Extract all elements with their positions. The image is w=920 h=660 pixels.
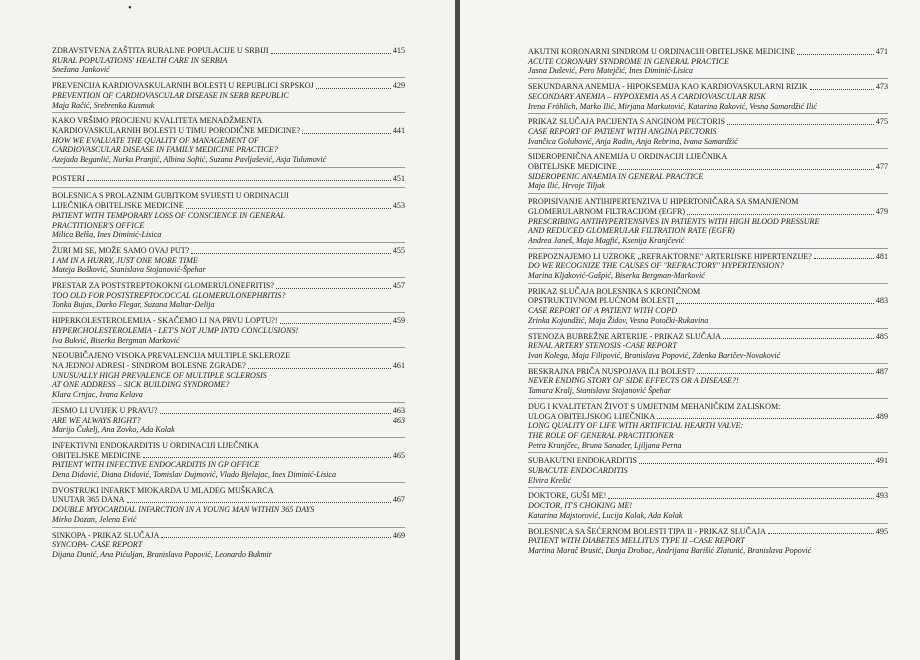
toc-entry [52, 174, 405, 184]
toc-page-number: 491 [875, 456, 888, 466]
toc-entry-title: SUBAKUTNI ENDOKARDITIS [528, 456, 638, 466]
toc-page-number: 485 [875, 331, 888, 341]
toc-separator [528, 248, 888, 249]
toc-separator [52, 437, 405, 438]
toc-title-row [52, 316, 405, 326]
toc-entry-english-title: SUBACUTE ENDOCARDITIS [528, 466, 628, 476]
toc-entry-title: INFEKTIVNI ENDOKARDITIS U ORDINACIJI LIJEČNIKA [52, 440, 259, 450]
toc-title-row [52, 246, 405, 256]
toc-entry-english-title: HYPERCHOLESTEROLEMIA - LET'S NOT JUMP INTO CONCLUSIONS! [52, 325, 299, 335]
toc-separator [52, 187, 405, 188]
toc-leader-dots [768, 533, 874, 534]
toc-leader-dots [723, 338, 874, 339]
toc-entry-title: PREPOZNAJEMO LI UZROKE „REFRAKTORNE" ARTERIJSKE HIPERTENZIJE? [528, 251, 812, 261]
toc-page-number: 471 [875, 47, 888, 56]
toc-entry-english-title: I AM IN A HURRY, JUST ONE MORE TIME [52, 255, 198, 265]
toc-entry [528, 152, 888, 191]
left-page [0, 0, 455, 660]
toc-leader-dots [797, 54, 874, 55]
toc-leader-dots [161, 537, 390, 538]
toc-entry-title: STENOZA BUBREŽNE ARTERIJE - PRIKAZ SLUČAJA [528, 331, 722, 341]
toc-entry [52, 81, 405, 110]
toc-title-row [528, 412, 888, 422]
toc-entry [528, 367, 888, 396]
toc-entry-authors: Dena Didović, Diana Didović, Tomislav Dujmović, Vlado Bjelajac, Ines Diminić-Lisica [52, 470, 337, 480]
toc-entry-title: AKUTNI KORONARNI SINDROM U ORDINACIJI OBITELJSKE MEDICINE [528, 47, 796, 56]
toc-entry-authors: Katarina Majstorović, Lucija Kolak, Ada Kolak [528, 510, 683, 520]
toc-leader-dots [639, 463, 874, 464]
toc-entry-title: BOLESNICA SA ŠEĆERNOM BOLESTI TIPA II - PRIKAZ SLUČAJA [528, 526, 766, 536]
toc-entry-title: PRIKAZ SLUČAJA PACIJENTA S ANGINOM PECTORIS [528, 117, 726, 127]
toc-title-row [52, 451, 405, 461]
toc-entry-english-title: AND REDUCED GLOMERULAR FILTRATION RATE (EGFR) [528, 226, 735, 236]
toc-page-number: 441 [392, 125, 405, 135]
toc-leader-dots [814, 258, 874, 259]
toc-title-row [52, 174, 405, 184]
toc-separator [52, 402, 405, 403]
toc-leader-dots [276, 288, 391, 289]
toc-leader-dots [127, 502, 391, 503]
toc-entry-title: JESMO LI UVIJEK U PRAVU? [52, 405, 158, 415]
toc-page-number: 481 [875, 251, 888, 261]
toc-entry-authors: Dijana Dunić, Ana Pićuljan, Branislava Popović, Leonardo Bukmir [52, 549, 272, 559]
toc-entry-authors: Tamara Kralj, Stanislava Stojanović Špehar [528, 386, 671, 396]
toc-entry-authors: Jasna Dušević, Pero Matejčić, Ines Diminić-Lisica [528, 66, 693, 76]
toc-leader-dots [619, 169, 874, 170]
toc-leader-dots [657, 418, 874, 419]
toc-entry [52, 191, 405, 240]
toc-leader-dots [248, 368, 391, 369]
toc-entry-english-title: CARDIOVASCULAR DISEASE IN FAMILY MEDICINE PRACTICE? [52, 145, 278, 155]
toc-entry-english-title: THE ROLE OF GENERAL PRACTITIONER [528, 430, 674, 440]
toc-entry-title: DOKTORE, GUŠI ME! [528, 491, 607, 501]
toc-entry-title: SIDEROPENIČNA ANEMIJA U ORDINACIJI LIJEČNIKA [528, 152, 728, 162]
toc-entry-authors: Milica Belša, Ines Diminić-Lisica [52, 230, 162, 240]
toc-leader-dots [727, 124, 874, 125]
toc-entry-title: ZDRAVSTVENA ZAŠTITA RURALNE POPULACIJE U SRBIJI [52, 46, 269, 55]
toc-entry-title: GLOMERULARNOM FILTRACIJOM (EGFR) [528, 206, 686, 216]
toc-title-row [528, 332, 888, 342]
toc-separator [528, 363, 888, 364]
toc-page-number: 453 [392, 201, 405, 211]
toc-separator [528, 328, 888, 329]
toc-title-row [528, 162, 888, 172]
toc-separator [528, 113, 888, 114]
toc-entry [528, 491, 888, 520]
toc-entry [528, 456, 888, 485]
toc-entry-english-title: PATIENT WITH DIABETES MELLITUS TYPE II –CASE REPORT [528, 536, 745, 546]
toc-entry-title: PRESTAR ZA POSTSTREPTOKOKNI GLOMERULONEFRITIS? [52, 281, 275, 291]
toc-entry-title: OBITELJSKE MEDICINE [528, 162, 617, 172]
toc-entry-title: ŽURI MI SE, MOŽE SAMO OVAJ PUT? [52, 245, 190, 255]
toc-leader-dots [143, 457, 391, 458]
toc-title-row [528, 491, 888, 501]
toc-entry [528, 332, 888, 361]
toc-leader-dots [302, 133, 391, 134]
toc-page-number: 461 [392, 360, 405, 370]
toc-separator [528, 193, 888, 194]
toc-page-number: 429 [392, 81, 405, 91]
toc-page-number: 473 [875, 82, 888, 92]
toc-separator [528, 398, 888, 399]
toc-page-number: 459 [392, 316, 405, 326]
toc-page-number: 483 [875, 296, 888, 306]
toc-entry [528, 82, 888, 111]
toc-entry-authors: Andrea Janeš, Maja Magfić, Ksenija Kranjčević [528, 235, 685, 245]
toc-title-row [528, 252, 888, 262]
toc-entry-title: UNUTAR 365 DANA [52, 495, 125, 505]
toc-separator [528, 487, 888, 488]
toc-separator [528, 148, 888, 149]
toc-entry-authors: Ivančica Golubović, Anja Radin, Anja Rebrina, Ivana Samardžić [528, 136, 738, 146]
toc-title-row [52, 531, 405, 541]
toc-separator [528, 78, 888, 79]
toc-title-row [52, 406, 405, 416]
toc-entry-english-title: CASE REPORT OF PATIENT WITH ANGINA PECTORIS [528, 126, 717, 136]
toc-title-row [528, 47, 888, 57]
toc-title-row [528, 296, 888, 306]
toc-entry-authors: Marijo Čukelj, Ana Zovko, Ada Kolak [52, 425, 175, 435]
toc-page-number: 475 [875, 117, 888, 127]
toc-entry [528, 287, 888, 326]
toc-english-row [52, 416, 405, 426]
toc-page-number: 477 [875, 162, 888, 172]
toc-leader-dots [810, 89, 874, 90]
toc-title-row [528, 117, 888, 127]
toc-entry-title: NEOUBIČAJENO VISOKA PREVALENCIJA MULTIPLE SKLEROZE [52, 351, 291, 361]
left-toc-list [52, 46, 405, 560]
toc-entry [52, 486, 405, 525]
toc-title-row [52, 495, 405, 505]
toc-entry-title: DUG I KVALITETAN ŽIVOT S UMJETNIM MEHANIČKIM ZALISKOM: [528, 401, 781, 411]
toc-title-row [52, 361, 405, 371]
toc-entry-english-title: HOW WE EVALUATE THE QUALITY OF MANAGEMENT OF [52, 135, 259, 145]
toc-separator [52, 277, 405, 278]
toc-entry-title: PREVENCIJA KARDIOVASKULARNIH BOLESTI U REPUBLICI SRPSKOJ [52, 81, 314, 91]
toc-entry-english-title: SYNCOPA- CASE REPORT [52, 540, 143, 550]
toc-entry [52, 46, 405, 75]
toc-separator [528, 283, 888, 284]
toc-entry-title: ULOGA OBITELJSKOG LIJEČNIKA [528, 411, 656, 421]
toc-entry-authors: Snežana Janković [52, 65, 110, 75]
toc-entry-english-title: CASE REPORT OF A PATIENT WITH COPD [528, 306, 678, 316]
toc-entry-title: NA JEDNOJ ADRESI - SINDROM BOLESNE ZGRADE? [52, 360, 246, 370]
toc-title-row [52, 126, 405, 136]
toc-separator [52, 482, 405, 483]
toc-leader-dots [191, 253, 391, 254]
toc-entry-english-title: ARE WE ALWAYS RIGHT? [52, 415, 141, 425]
ink-mark: • [128, 2, 132, 14]
toc-leader-dots [687, 214, 874, 215]
toc-separator [52, 527, 405, 528]
toc-page-number: 463 [392, 405, 405, 415]
toc-entry-title: LIJEČNIKA OBITELJSKE MEDICINE [52, 201, 184, 211]
toc-entry-authors: Maja Ilić, Hrvoje Tiljak [528, 181, 605, 191]
toc-entry-english-title: DOCTOR, IT'S CHOKING ME! [528, 501, 633, 511]
toc-entry-english-title: AT ONE ADDRESS – SICK BUILDING SYNDROME? [52, 380, 230, 390]
toc-entry-authors: Petra Kranjčec, Bruna Sanader, Ljiljana Perna [528, 440, 682, 450]
toc-page-number: 455 [392, 245, 405, 255]
toc-title-row [52, 46, 405, 56]
right-page [460, 0, 920, 660]
toc-entry [528, 402, 888, 451]
toc-entry-title: BESKRAJNA PRIČA NUSPOJAVA ILI BOLEST? [528, 366, 696, 376]
toc-separator [52, 112, 405, 113]
toc-entry [528, 47, 888, 76]
toc-leader-dots [271, 53, 391, 54]
toc-page-number: 495 [875, 526, 888, 536]
toc-title-row [528, 456, 888, 466]
toc-entry [52, 406, 405, 435]
toc-entry [528, 252, 888, 281]
toc-entry-authors: Maja Račić, Srebrenka Kusmuk [52, 100, 155, 110]
toc-entry-authors: Zrinka Kojundžić, Maja Židov, Vesna Potočki-Rukavina [528, 315, 709, 325]
toc-page-number: 457 [392, 281, 405, 291]
toc-title-row [52, 81, 405, 91]
toc-separator [52, 167, 405, 168]
toc-entry-title: DVOSTRUKI INFARKT MIOKARDA U MLADEG MUŠKARCA [52, 485, 274, 495]
toc-page-number: 451 [392, 173, 405, 183]
toc-entry-english-title: PRESCRIBING ANTIHYPERTENSIVES IN PATIENTS WITH HIGH BLOOD PRESSURE [528, 216, 820, 226]
toc-entry-english-title: RENAL ARTERY STENOSIS -CASE REPORT [528, 341, 677, 351]
toc-leader-dots [316, 88, 391, 89]
toc-entry [52, 281, 405, 310]
toc-entry-title: KARDIOVASKULARNIH BOLESTI U TIMU PORODIČNE MEDICINE? [52, 125, 301, 135]
toc-separator [52, 347, 405, 348]
toc-entry-english-title: TOO OLD FOR POSTSTREPTOCOCCAL GLOMERULONEPHRITIS? [52, 290, 286, 300]
toc-entry-authors: Elvira Krešić [528, 475, 572, 485]
toc-entry [52, 316, 405, 345]
toc-entry-authors: Klara Crnjac, Ivana Kelava [52, 390, 143, 400]
toc-entry-english-title: PREVENTION OF CARDIOVASCULAR DISEASE IN SERB REPUBLIC [52, 90, 289, 100]
toc-page-number: 487 [875, 366, 888, 376]
toc-leader-dots [697, 373, 874, 374]
toc-page-number: 415 [392, 46, 405, 55]
toc-entry-authors: Ivan Kolega, Maja Filipović, Branislava Popović, Zdenka Baričev-Novaković [528, 350, 781, 360]
toc-entry-english-title: DO WE RECOGNIZE THE CAUSES OF "REFRACTORY" HYPERTENSION? [528, 261, 784, 271]
toc-entry-english-title: PATIENT WITH TEMPORARY LOSS OF CONSCIENCE IN GENERAL [52, 210, 285, 220]
handwritten-page-mark: 463 [392, 415, 405, 425]
toc-leader-dots [676, 303, 874, 304]
toc-page-number: 467 [392, 495, 405, 505]
toc-title-row [528, 82, 888, 92]
toc-leader-dots [186, 208, 391, 209]
toc-page-number: 489 [875, 411, 888, 421]
toc-entry-title: OBITELJSKE MEDICINE [52, 450, 141, 460]
toc-entry [528, 197, 888, 246]
toc-entry-title: SEKUNDARNA ANEMIJA - HIPOKSEMIJA KAO KARDIOVASKULARNI RIZIK [528, 82, 808, 92]
toc-entry [52, 246, 405, 275]
toc-entry-authors: Iva Bukvić, Biserka Bergman Marković [52, 335, 180, 345]
toc-leader-dots [280, 323, 391, 324]
toc-entry-english-title: DOUBLE MYOCARDIAL INFARCTION IN A YOUNG MAN WITHIN 365 DAYS [52, 505, 315, 515]
toc-entry-title: OPSTRUKTIVNOM PLUĆNOM BOLESTI [528, 296, 675, 306]
toc-entry-authors: Mirko Dozan, Jelena Ević [52, 514, 137, 524]
toc-entry-title: BOLESNICA S PROLAZNIM GUBITKOM SVIJESTI U ORDINACIJI [52, 191, 289, 201]
toc-entry-english-title: NEVER ENDING STORY OF SIDE EFFECTS OR A DISEASE?! [528, 376, 739, 386]
toc-entry-title: PROPISIVANJE ANTIHIPERTENZIVA U HIPERTONIČARA SA SMANJENOM [528, 197, 799, 207]
toc-entry [52, 351, 405, 400]
toc-entry-english-title: SIDEROPENIC ANAEMIA IN GENERAL PRACTICE [528, 171, 704, 181]
toc-separator [52, 242, 405, 243]
toc-leader-dots [608, 498, 874, 499]
toc-entry-english-title: RURAL POPULATIONS' HEALTH CARE IN SERBIA [52, 55, 228, 65]
toc-separator [52, 312, 405, 313]
toc-entry [52, 116, 405, 165]
toc-entry-title: KAKO VRŠIMO PROCJENU KVALITETA MENADŽMENTA [52, 116, 263, 126]
toc-entry-title: PRIKAZ SLUČAJA BOLESNIKA S KRONIČNOM [528, 286, 701, 296]
toc-separator [528, 452, 888, 453]
toc-entry-authors: Irena Fröhlich, Marko Ilić, Mirjana Markutović, Katarina Raković, Vesna Samardžić Ilić [528, 101, 817, 111]
toc-entry [52, 531, 405, 560]
toc-entry-authors: Martina Marač Brusić, Dunja Drobac, Andrijana Barišić Zlatunić, Branislava Popović [528, 545, 812, 555]
toc-entry-title: HIPERKOLESTEROLEMIJA - SKAČEMO LI NA PRVU LOPTU?! [52, 316, 278, 326]
toc-leader-dots [87, 180, 391, 181]
toc-entry-authors: Tonka Bujas, Darko Flegar, Suzana Maltar-Delija [52, 300, 215, 310]
right-toc-list [528, 47, 888, 556]
toc-page-number: 465 [392, 450, 405, 460]
toc-leader-dots [160, 413, 391, 414]
toc-separator [52, 77, 405, 78]
toc-entry [52, 441, 405, 480]
toc-entry [528, 117, 888, 146]
toc-page-number: 469 [392, 530, 405, 540]
toc-entry-authors: Marina Kljaković-Gašpić, Biserka Bergman-Marković [528, 271, 705, 281]
toc-entry-title: SINKOPA - PRIKAZ SLUČAJA [52, 530, 160, 540]
toc-title-row [528, 367, 888, 377]
toc-page-number: 493 [875, 491, 888, 501]
toc-entry-english-title: SECONDARY ANEMIA – HYPOXEMIA AS A CARDIOVASCULAR RISK [528, 91, 766, 101]
toc-entry-title: POSTERI [52, 173, 85, 183]
toc-title-row [528, 527, 888, 537]
toc-entry-english-title: ACUTE CORONARY SYNDROME IN GENERAL PRACTICE [528, 56, 729, 66]
toc-entry-english-title: PRACTITIONER'S OFFICE [52, 220, 145, 230]
toc-entry-english-title: PATIENT WITH INFECTIVE ENDOCARDITIS IN GP OFFICE [52, 460, 260, 470]
toc-title-row [528, 207, 888, 217]
toc-title-row [52, 201, 405, 211]
toc-entry [528, 527, 888, 556]
toc-entry-authors: Mateja Bošković, Stanislava Stojanović-Špehar [52, 265, 206, 275]
toc-entry-english-title: LONG QUALITY OF LIFE WITH ARTIFICIAL HEARTH VALVE: [528, 421, 744, 431]
toc-separator [528, 523, 888, 524]
toc-entry-authors: Azejada Beganlić, Nurka Pranjić, Albina Softić, Suzana Pavljašević, Asja Tulumović [52, 155, 327, 165]
toc-entry-english-title: UNUSUALLY HIGH PREVALENCE OF MULTIPLE SCLEROSIS [52, 370, 267, 380]
toc-title-row [52, 281, 405, 291]
toc-page-number: 479 [875, 206, 888, 216]
